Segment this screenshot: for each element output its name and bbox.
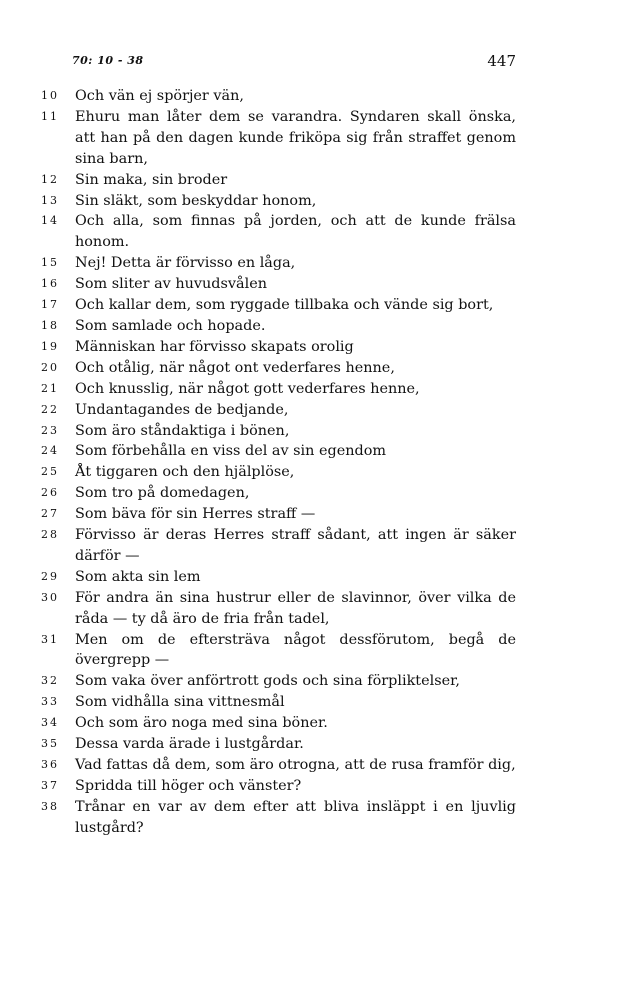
verse-number: 36 [41,758,59,771]
verse-text: Undantagandes de bedjande, [75,401,289,418]
verse-number: 20 [41,360,59,374]
verse [41,400,516,421]
verse [41,525,516,567]
chapter-verse-range: 70: 10 - 38 [72,54,144,67]
verse-number: 28 [41,528,59,542]
verse [41,671,516,692]
verse [41,797,516,839]
verse-text: Ehuru man låter dem se varandra. Syndaren skall önska, att han på den dagen kunde friköpa sig från straffet genom sina barn, [75,108,516,167]
verse-text: Och alla, som finnas på jorden, och att de kunde frälsa honom. [75,213,516,251]
verse-text: Som bäva för sin Herres straff — [75,506,316,523]
verse-text: Som tro på domedagen, [75,485,250,502]
verse [41,504,516,525]
verse-number: 27 [41,507,59,521]
verse-text: Dessa varda ärade i lustgårdar. [75,736,304,753]
verse-text: Som förbehålla en viss del av sin egendom [75,443,387,460]
verse-number: 23 [41,423,59,437]
verse-text: Vad fattas då dem, som äro otrogna, att de rusa framför dig, [75,757,516,773]
verse-text: Som äro ståndaktiga i bönen, [75,422,290,439]
verse [41,253,516,274]
verse [41,295,516,316]
verse-number: 15 [41,256,59,270]
verse-number: 18 [41,318,59,332]
verse [41,379,516,400]
verse [41,734,516,755]
verse-text: Som samlade och hopade. [75,317,266,334]
verse-number: 29 [41,569,59,583]
verse [41,755,516,776]
verse-text: Som vaka över anförtrott gods och sina förpliktelser, [75,673,460,690]
verse-number: 31 [41,632,59,646]
verse-number: 24 [41,444,59,458]
verse [41,107,516,170]
verse-text: Och knusslig, när något gott vederfares henne, [75,380,420,397]
verse-text: Nej! Detta är förvisso en låga, [75,255,296,272]
verse-number: 34 [41,716,59,730]
verse-text: Men om de eftersträva något dessförutom, begå de övergrepp — [75,631,516,669]
verse [41,337,516,358]
verse-text: För andra än sina hustrur eller de slavinnor, över vilka de råda — ty då äro de fria från tadel, [75,589,516,627]
verse [41,483,516,504]
verse [41,358,516,379]
verse [41,86,516,107]
verse-text: Människan har förvisso skapats orolig [75,338,354,355]
verse [41,776,516,797]
verse-number: 37 [41,778,59,792]
verse-text: Och otålig, när något ont vederfares henne, [75,359,395,376]
verse [41,170,516,191]
verse-number: 19 [41,339,59,353]
verse [41,588,516,630]
verse-number: 38 [41,799,59,813]
verse-number: 10 [41,89,59,102]
verse-number: 26 [41,486,59,500]
verse-number: 22 [41,402,59,416]
verse-text: Trånar en var av dem efter att bliva insläppt i en ljuvlig lustgård? [75,798,516,836]
verse-text: Som sliter av huvudsvålen [75,276,267,293]
verse [41,692,516,713]
verse-text: Som akta sin lem [75,568,201,585]
verse-number: 12 [41,172,59,186]
verse-text: Åt tiggaren och den hjälplöse, [75,464,295,481]
verse [41,211,516,253]
verse-number: 17 [41,298,59,312]
verse-number: 35 [41,737,59,751]
verse-text: Och kallar dem, som ryggade tillbaka och vände sig bort, [75,297,494,314]
page-number: 447 [487,52,516,70]
verse [41,421,516,442]
verse [41,316,516,337]
verse-number: 30 [41,590,59,604]
verse-list [41,86,516,839]
verse-number: 11 [41,109,59,123]
verse-text: Och vän ej spörjer vän, [75,88,244,104]
verse-text: Sin maka, sin broder [75,171,228,188]
verse-text: Och som äro noga med sina böner. [75,715,328,732]
verse-number: 13 [41,193,59,207]
verse-text: Spridda till höger och vänster? [75,777,302,794]
verse [41,630,516,672]
verse-number: 32 [41,674,59,688]
page-header [72,52,516,72]
verse-number: 25 [41,465,59,479]
verse [41,462,516,483]
verse-text: Förvisso är deras Herres straff sådant, att ingen är säker därför — [75,527,516,564]
verse [41,567,516,588]
verse-number: 21 [41,381,59,395]
verse [41,191,516,212]
verse-text: Sin släkt, som beskyddar honom, [75,192,317,209]
verse [41,713,516,734]
verse [41,274,516,295]
verse-number: 14 [41,214,59,228]
verse-text: Som vidhålla sina vittnesmål [75,694,285,711]
verse-number: 16 [41,277,59,291]
verse [41,441,516,462]
verse-number: 33 [41,695,59,709]
